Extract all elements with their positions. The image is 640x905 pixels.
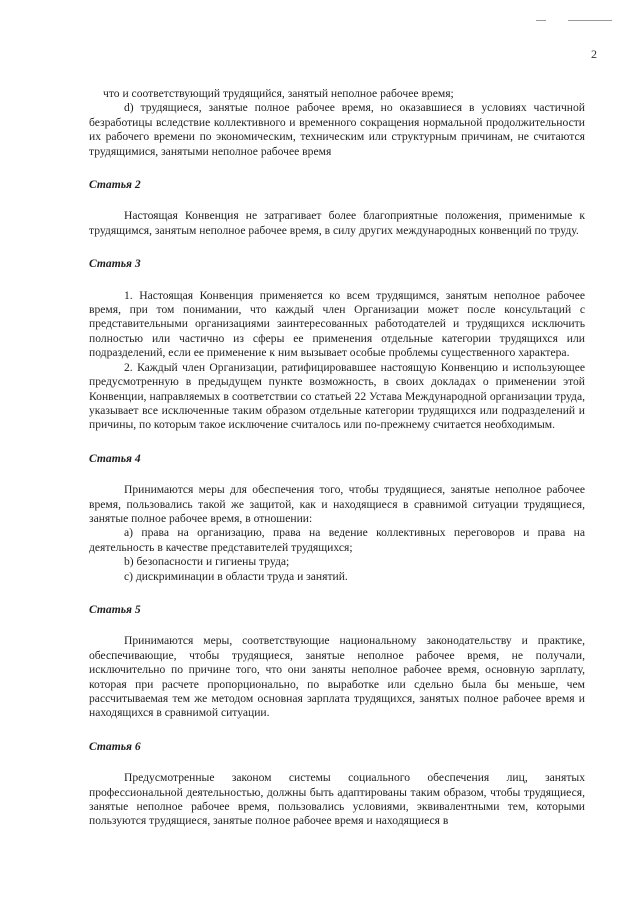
paragraph: Предусмотренные законом системы социального обеспечения лиц, занятых профессиональной деятельностью, должны быть адаптированы таким образом, чтобы трудящиеся, занятые неполное рабочее время, пользовались условиями, эквивалентными тем, которыми пользуются трудящиеся, занятые полное рабочее время и находящиеся в [89, 771, 585, 828]
list-item: а) права на организацию, права на ведение коллективных переговоров и права на деятельность в качестве представителей трудящихся; [89, 526, 585, 554]
article-heading: Статья 2 [89, 178, 141, 192]
article-heading: Статья 4 [89, 451, 141, 465]
page-number: 2 [591, 47, 597, 61]
article-heading: Статья 5 [89, 602, 141, 616]
article-heading: Статья 3 [89, 257, 141, 271]
paragraph: d) трудящиеся, занятые полное рабочее время, но оказавшиеся в условиях частичной безработицы вследствие коллективного и временного сокращения нормальной продолжительности их рабочего времени по экономическим, техническим или структурным причинам, не считаются трудящимися, занятыми неполное рабочее время [89, 101, 585, 158]
paragraph: Настоящая Конвенция не затрагивает более благоприятные положения, применимые к трудящимся, занятым неполное рабочее время, в силу других международных конвенций по труду. [89, 209, 585, 237]
paragraph: Принимаются меры, соответствующие национальному законодательству и практике, обеспечивающие, чтобы трудящиеся, занятые неполное рабочее время, не получали, исключительно по причине того, что они заняты неполное рабочее время, основную зарплату, которая при расчете пропорционально, по выработке или сдельно была бы меньше, чем рассчитываемая тем же методом основная зарплата трудящихся, занятых полное рабочее время и находящихся в сравнимой ситуации. [89, 634, 585, 720]
paragraph: что и соответствующий трудящийся, занятый неполное рабочее время; [103, 87, 454, 100]
paragraph: 2. Каждый член Организации, ратифицировавшее настоящую Конвенцию и использующее предусмотренную в предыдущем пункте возможность, в своих докладах о применении этой Конвенции, направляемых в соответствии со статьей 22 Устава Международной организации труда, указывает все исключенные таким образом отдельные категории трудящихся или подразделений и причины, по которым такое исключение считалось или по-прежнему считается необходимым. [89, 360, 585, 432]
scan-artifact [568, 20, 612, 21]
article-heading: Статья 6 [89, 739, 141, 753]
document-body [89, 87, 585, 829]
list-item: b) безопасности и гигиены труда; [124, 555, 290, 569]
paragraph: 1. Настоящая Конвенция применяется ко всем трудящимся, занятым неполное рабочее время, при том понимании, что каждый член Организации может после консультаций с представительными организациями заинтересованных работодателей и трудящихся исключить полностью или частично из сферы ее применения отдельные категории трудящихся или подразделений, если ее применение к ним вызывает особые проблемы существенного характера. [89, 288, 585, 360]
list-item: с) дискриминации в области труда и занятий. [124, 569, 348, 583]
scan-artifact [536, 20, 546, 21]
paragraph: Принимаются меры для обеспечения того, чтобы трудящиеся, занятые неполное рабочее время, пользовались такой же защитой, как и находящиеся в сравнимой ситуации трудящиеся, занятые полное рабочее время, в отношении: [89, 483, 585, 525]
